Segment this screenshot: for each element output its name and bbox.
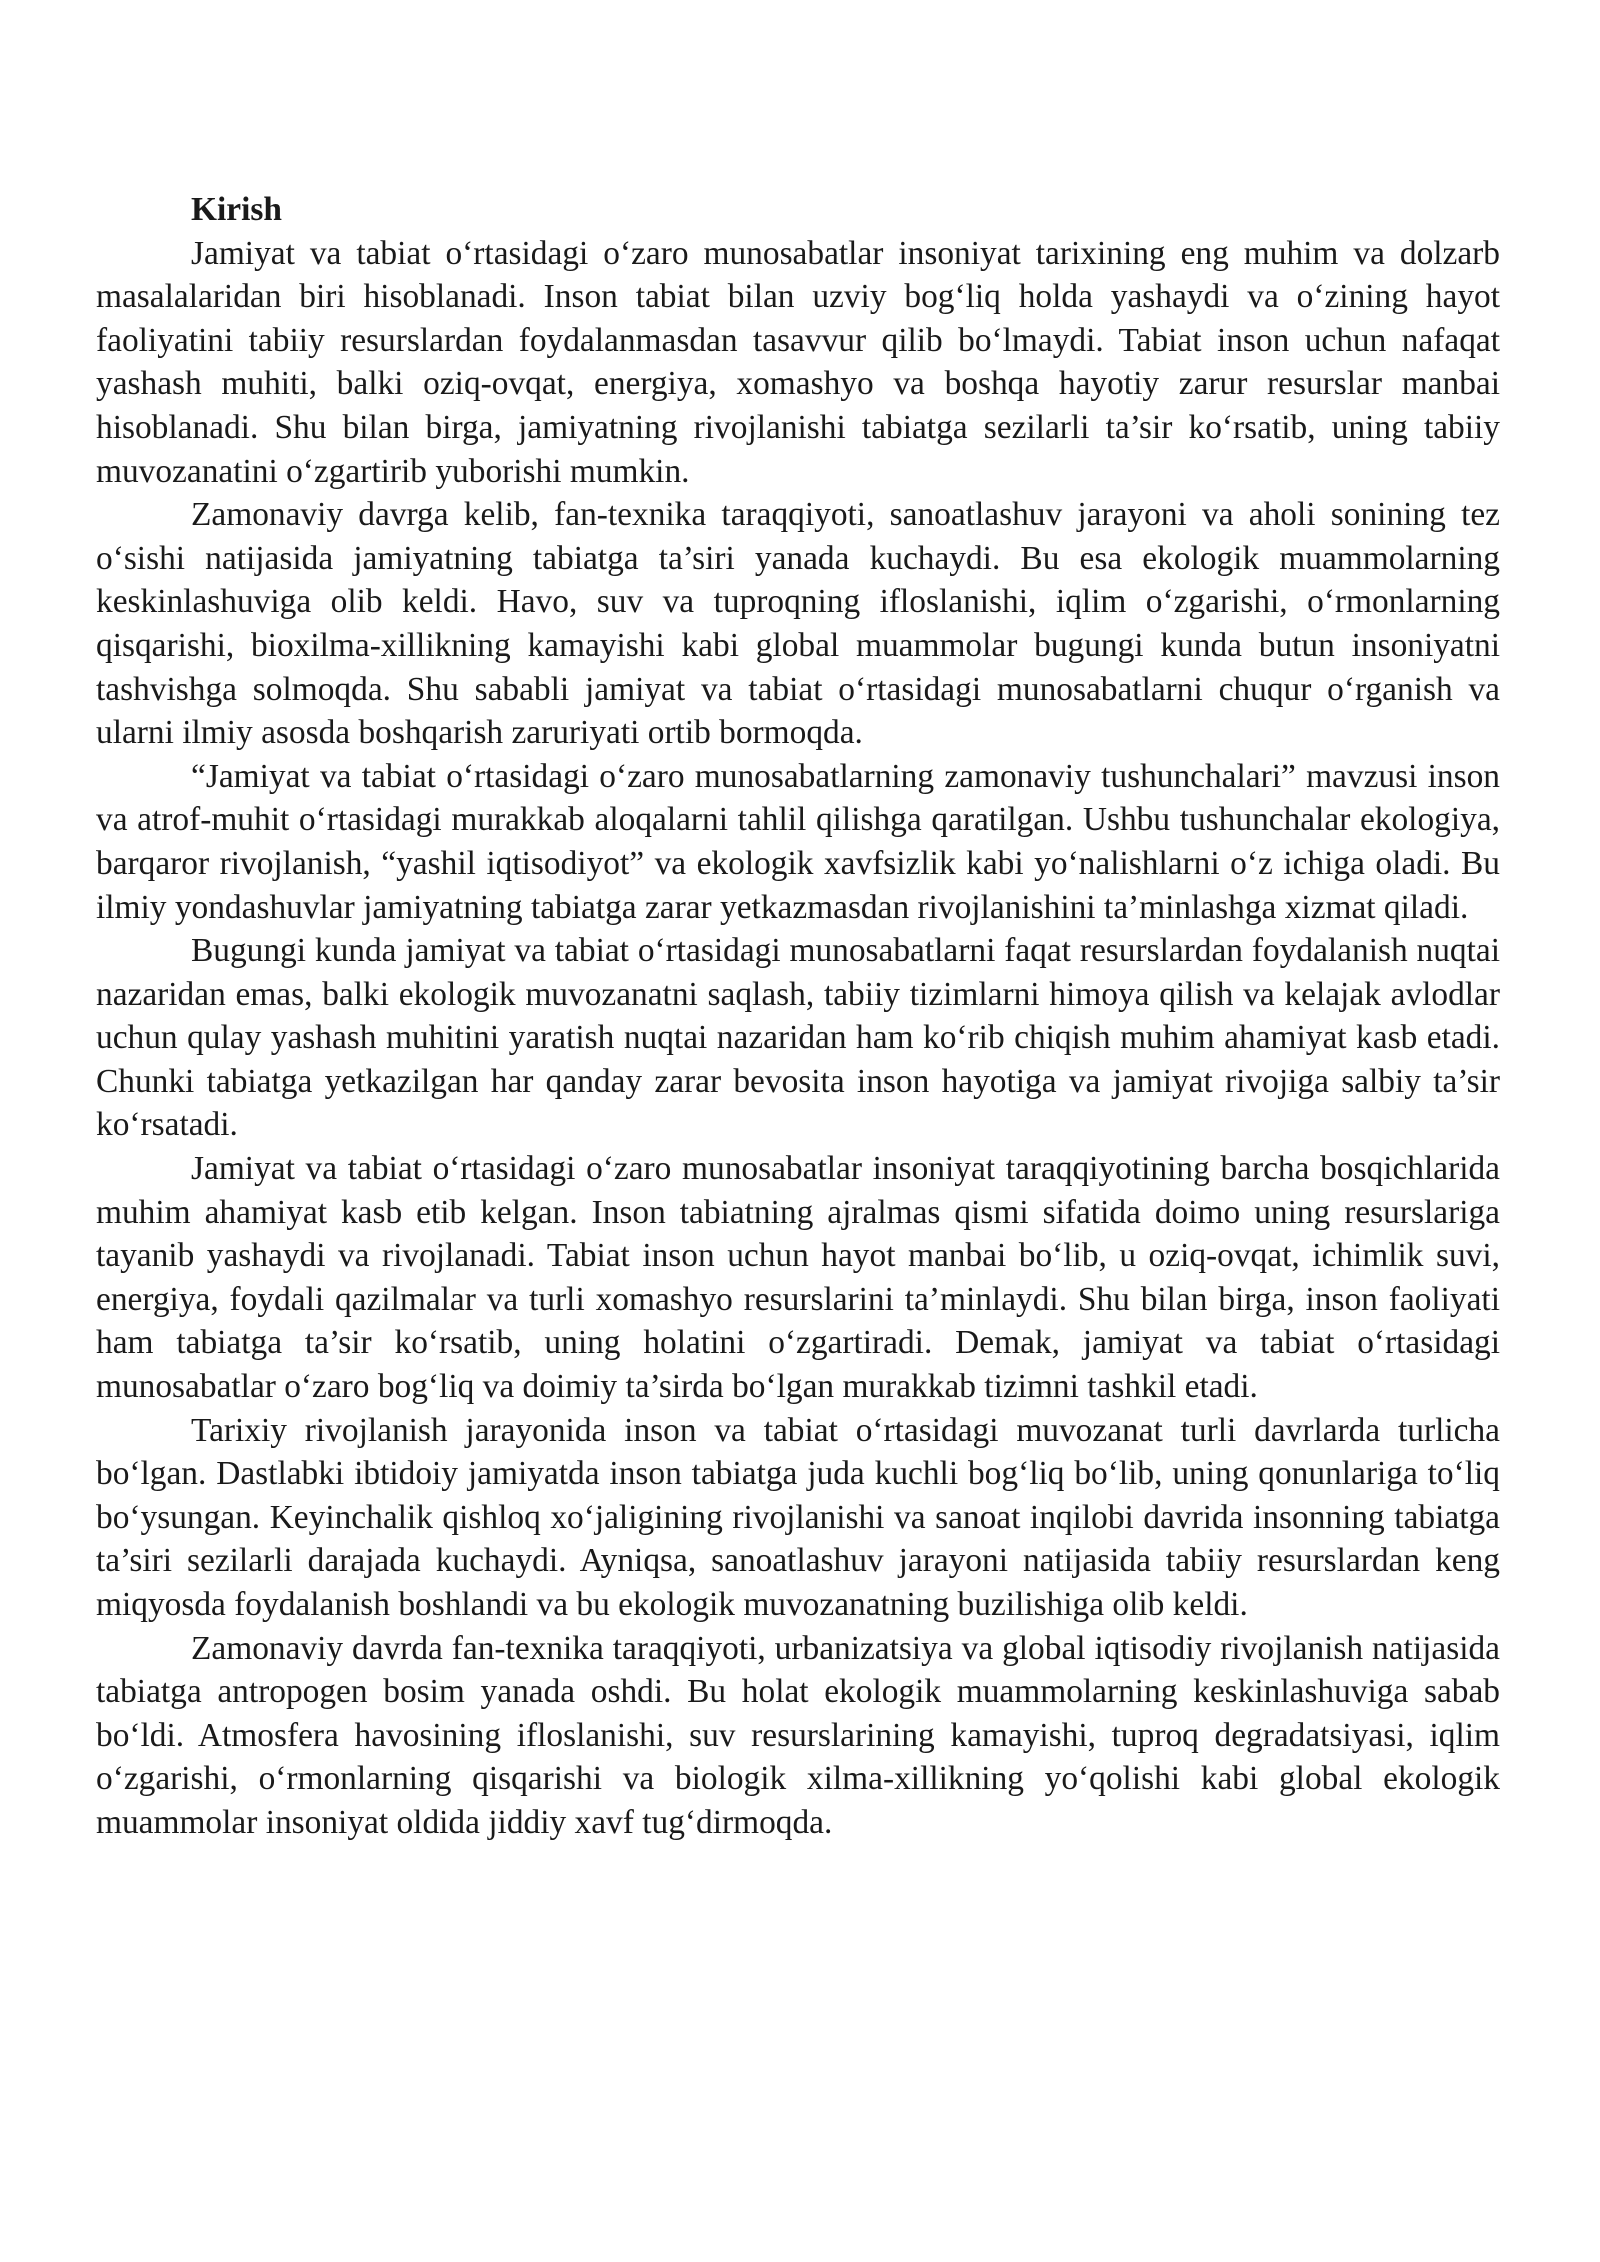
paragraph-7: Zamonaviy davrda fan-texnika taraqqiyoti, urbanizatsiya va global iqtisodiy rivojlanish natijasida tabiatga antropogen bosim yanada oshdi. Bu holat ekologik muammolarning keskinlashuviga sabab bo‘ldi. Atmosfera havosining ifloslanishi, suv resurslarining kamayishi, tuproq degradatsiyasi, iqlim o‘zgarishi, o‘rmonlarning qisqarishi va biologik xilma-xillikning yo‘qolishi kabi global ekologik muammolar insoniyat oldida jiddiy xavf tug‘dirmoqda.: [96, 1629, 1500, 1841]
paragraph-3: “Jamiyat va tabiat o‘rtasidagi o‘zaro munosabatlarning zamonaviy tushunchalari” mavzusi inson va atrof-muhit o‘rtasidagi murakkab aloqalarni tahlil qilishga qaratilgan. Ushbu tushunchalar ekologiya, barqaror rivojlanish, “yashil iqtisodiyot” va ekologik xavfsizlik kabi yo‘nalishlarni o‘z ichiga oladi. Bu ilmiy yondashuvlar jamiyatning tabiatga zarar yetkazmasdan rivojlanishini ta’minlashga xizmat qiladi.: [96, 757, 1500, 926]
paragraph-4: Bugungi kunda jamiyat va tabiat o‘rtasidagi munosabatlarni faqat resurslardan foydalanish nuqtai nazaridan emas, balki ekologik muvozanatni saqlash, tabiiy tizimlarni himoya qilish va kelajak avlodlar uchun qulay yashash muhitini yaratish nuqtai nazaridan ham ko‘rib chiqish muhim ahamiyat kasb etadi. Chunki tabiatga yetkazilgan har qanday zarar bevosita inson hayotiga va jamiyat rivojiga salbiy ta’sir ko‘rsatadi.: [96, 932, 1500, 1144]
paragraph-6: Tarixiy rivojlanish jarayonida inson va tabiat o‘rtasidagi muvozanat turli davrlarda turlicha bo‘lgan. Dastlabki ibtidoiy jamiyatda inson tabiatga juda kuchli bog‘liq bo‘lib, uning qonunlariga to‘liq bo‘ysungan. Keyinchalik qishloq xo‘jaligining rivojlanishi va sanoat inqilobi davrida insonning tabiatga ta’siri sezilarli darajada kuchaydi. Ayniqsa, sanoatlashuv jarayoni natijasida tabiiy resurslardan keng miqyosda foydalanish boshlandi va bu ekologik muvozanatning buzilishiga olib keldi.: [96, 1411, 1500, 1623]
paragraph-5: Jamiyat va tabiat o‘rtasidagi o‘zaro munosabatlar insoniyat taraqqiyotining barcha bosqichlarida muhim ahamiyat kasb etib kelgan. Inson tabiatning ajralmas qismi sifatida doimo uning resurslariga tayanib yashaydi va rivojlanadi. Tabiat inson uchun hayot manbai bo‘lib, u oziq-ovqat, ichimlik suvi, energiya, foydali qazilmalar va turli xomashyo resurslarini ta’minlaydi. Shu bilan birga, inson faoliyati ham tabiatga ta’sir ko‘rsatib, uning holatini o‘zgartiradi. Demak, jamiyat va tabiat o‘rtasidagi munosabatlar o‘zaro bog‘liq va doimiy ta’sirda bo‘lgan murakkab tizimni tashkil etadi.: [96, 1150, 1500, 1406]
section-heading: Kirish: [191, 191, 282, 228]
paragraph-1: Jamiyat va tabiat o‘rtasidagi o‘zaro munosabatlar insoniyat tarixining eng muhim va dolzarb masalalaridan biri hisoblanadi. Inson tabiat bilan uzviy bog‘liq holda yashaydi va o‘zining hayot faoliyatini tabiiy resurslardan foydalanmasdan tasavvur qilib bo‘lmaydi. Tabiat inson uchun nafaqat yashash muhiti, balki oziq-ovqat, energiya, xomashyo va boshqa hayotiy zarur resurslar manbai hisoblanadi. Shu bilan birga, jamiyatning rivojlanishi tabiatga sezilarli ta’sir ko‘rsatib, uning tabiiy muvozanatini o‘zgartirib yuborishi mumkin.: [96, 234, 1500, 490]
document-page: [96, 188, 1500, 1845]
paragraph-2: Zamonaviy davrga kelib, fan-texnika taraqqiyoti, sanoatlashuv jarayoni va aholi sonining tez o‘sishi natijasida jamiyatning tabiatga ta’siri yanada kuchaydi. Bu esa ekologik muammolarning keskinlashuviga olib keldi. Havo, suv va tuproqning ifloslanishi, iqlim o‘zgarishi, o‘rmonlarning qisqarishi, bioxilma-xillikning kamayishi kabi global muammolar bugungi kunda butun insoniyatni tashvishga solmoqda. Shu sababli jamiyat va tabiat o‘rtasidagi munosabatlarni chuqur o‘rganish va ularni ilmiy asosda boshqarish zaruriyati ortib bormoqda.: [96, 496, 1500, 752]
